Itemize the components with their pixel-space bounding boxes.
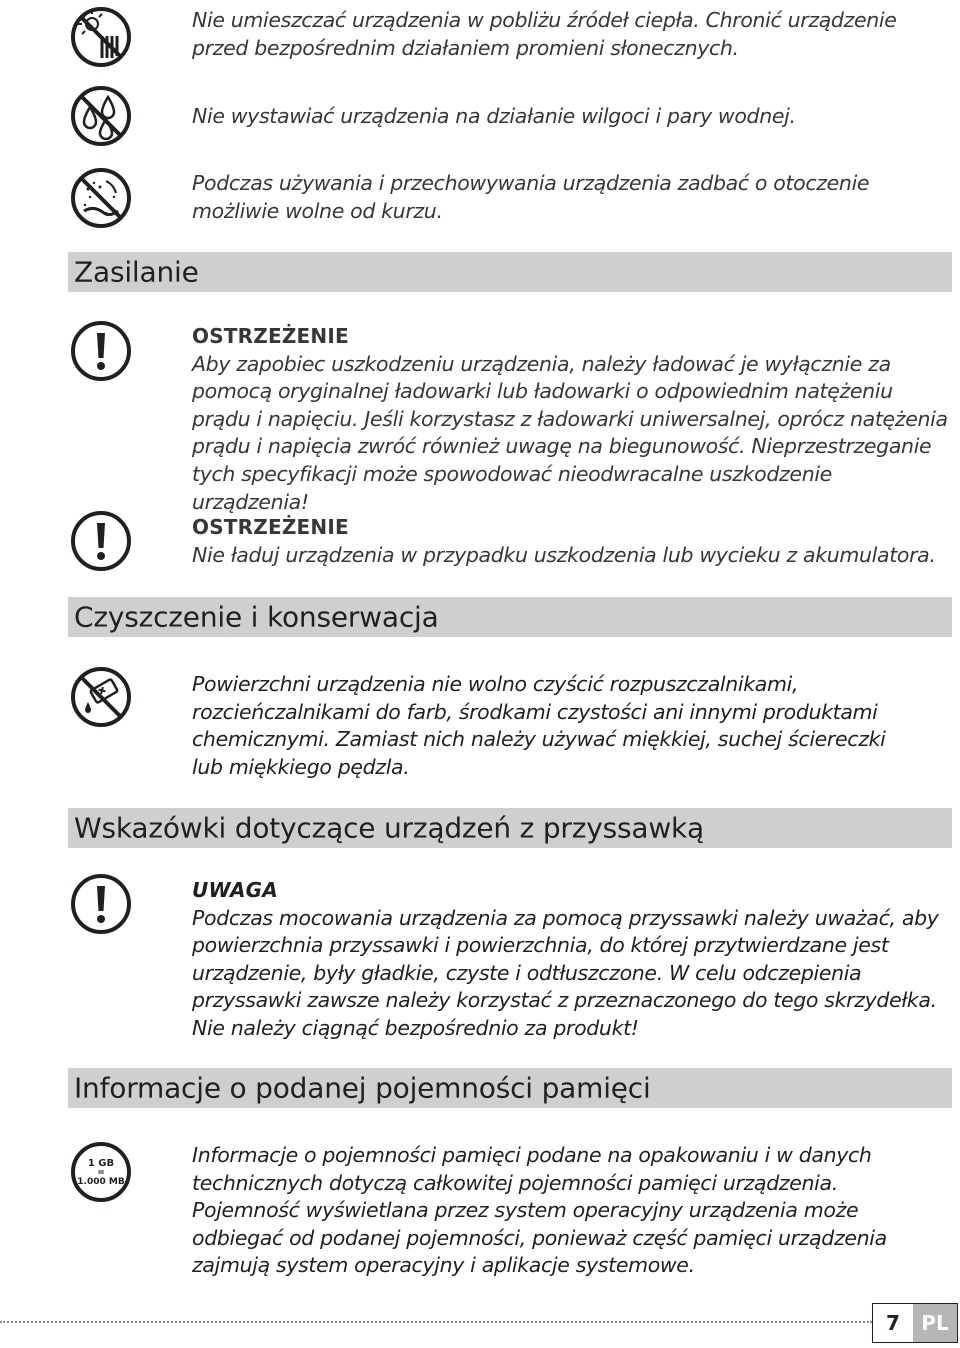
warning-icon — [70, 873, 132, 935]
memory-icon-line1: 1 GB — [87, 1158, 115, 1169]
page-indicator — [872, 1303, 958, 1343]
no-moisture-icon — [70, 85, 132, 147]
dust-warning-text: Podczas używania i przechowywania urządzenia zadbać o otoczenie możliwie wolne od kurzu. — [192, 171, 870, 223]
section-power-title: Zasilanie — [74, 255, 199, 289]
section-memory-title: Informacje o podanej pojemności pamięci — [74, 1071, 651, 1105]
no-heat-icon — [70, 6, 132, 68]
section-cleaning — [68, 597, 952, 637]
memory-icon-line3: 1.000 MB — [77, 1177, 125, 1187]
power-warning-2 — [192, 514, 952, 569]
section-cleaning-title: Czyszczenie i konserwacja — [74, 600, 439, 634]
moisture-warning-text: Nie wystawiać urządzenia na działanie wilgoci i pary wodnej. — [192, 104, 796, 128]
suction-warning — [192, 877, 952, 1043]
section-memory — [68, 1068, 952, 1108]
page-number: 7 — [886, 1311, 900, 1335]
footer-dotted-rule — [0, 1321, 872, 1323]
memory-icon-line2: = — [97, 1168, 105, 1178]
power-warning-1-text: Aby zapobiec uszkodzeniu urządzenia, należy ładować je wyłącznie za pomocą oryginalnej ładowarki lub ładowarki o odpowiednim natężeniu prądu i napięciu. Jeśli korzystasz z ładowarki uniwersalnej, oprócz natężenia prądu i napięcia zwróć również uwagę na biegunowość. Nieprzestrzeganie tych specyfikacji może spowodować nieodwracalne uszkodzenie urządzenia! — [192, 351, 948, 514]
page-language: PL — [913, 1304, 957, 1342]
memory-capacity-icon — [70, 1141, 132, 1203]
power-warning-2-title: OSTRZEŻENIE — [192, 515, 349, 539]
cleaning-text: Powierzchni urządzenia nie wolno czyścić rozpuszczalnikami, rozcieńczalnikami do farb, środkami czystości ani innymi produktami chemicznymi. Zamiast nich należy używać miękkiej, suchej ściereczki lub miękkiego pędzla. — [192, 672, 886, 779]
warning-icon — [70, 320, 132, 382]
section-suction-title: Wskazówki dotyczące urządzeń z przyssawką — [74, 811, 705, 845]
section-power — [68, 252, 952, 292]
suction-warning-text: Podczas mocowania urządzenia za pomocą przyssawki należy uważać, aby powierzchnia przyssawki i powierzchnia, do której przytwierdzane jest urządzenie, były gładkie, czyste i odtłuszczone. W celu odczepienia przyssawki zawsze należy korzystać z przeznaczonego do tego skrzydełka. Nie należy ciągnąć bezpośrednio za produkt! — [192, 905, 939, 1040]
power-warning-1-title: OSTRZEŻENIE — [192, 324, 349, 348]
suction-warning-title: UWAGA — [192, 878, 278, 902]
warning-icon — [70, 510, 132, 572]
power-warning-1 — [192, 323, 952, 516]
power-warning-2-text: Nie ładuj urządzenia w przypadku uszkodzenia lub wycieku z akumulatora. — [192, 542, 936, 567]
heat-warning-text: Nie umieszczać urządzenia w pobliżu źródeł ciepła. Chronić urządzenie przed bezpośrednim działaniem promieni słonecznych. — [192, 8, 897, 60]
section-suction — [68, 808, 952, 848]
memory-text: Informacje o pojemności pamięci podane na opakowaniu i w danych technicznych dotyczą całkowitej pojemności pamięci urządzenia. Pojemność wyświetlana przez system operacyjny urządzenia może odbiegać od podanej pojemności, ponieważ część pamięci urządzenia zajmują system operacyjny i aplikacje systemowe. — [192, 1143, 887, 1278]
no-dust-icon — [70, 167, 132, 229]
no-chemicals-icon — [70, 666, 132, 728]
